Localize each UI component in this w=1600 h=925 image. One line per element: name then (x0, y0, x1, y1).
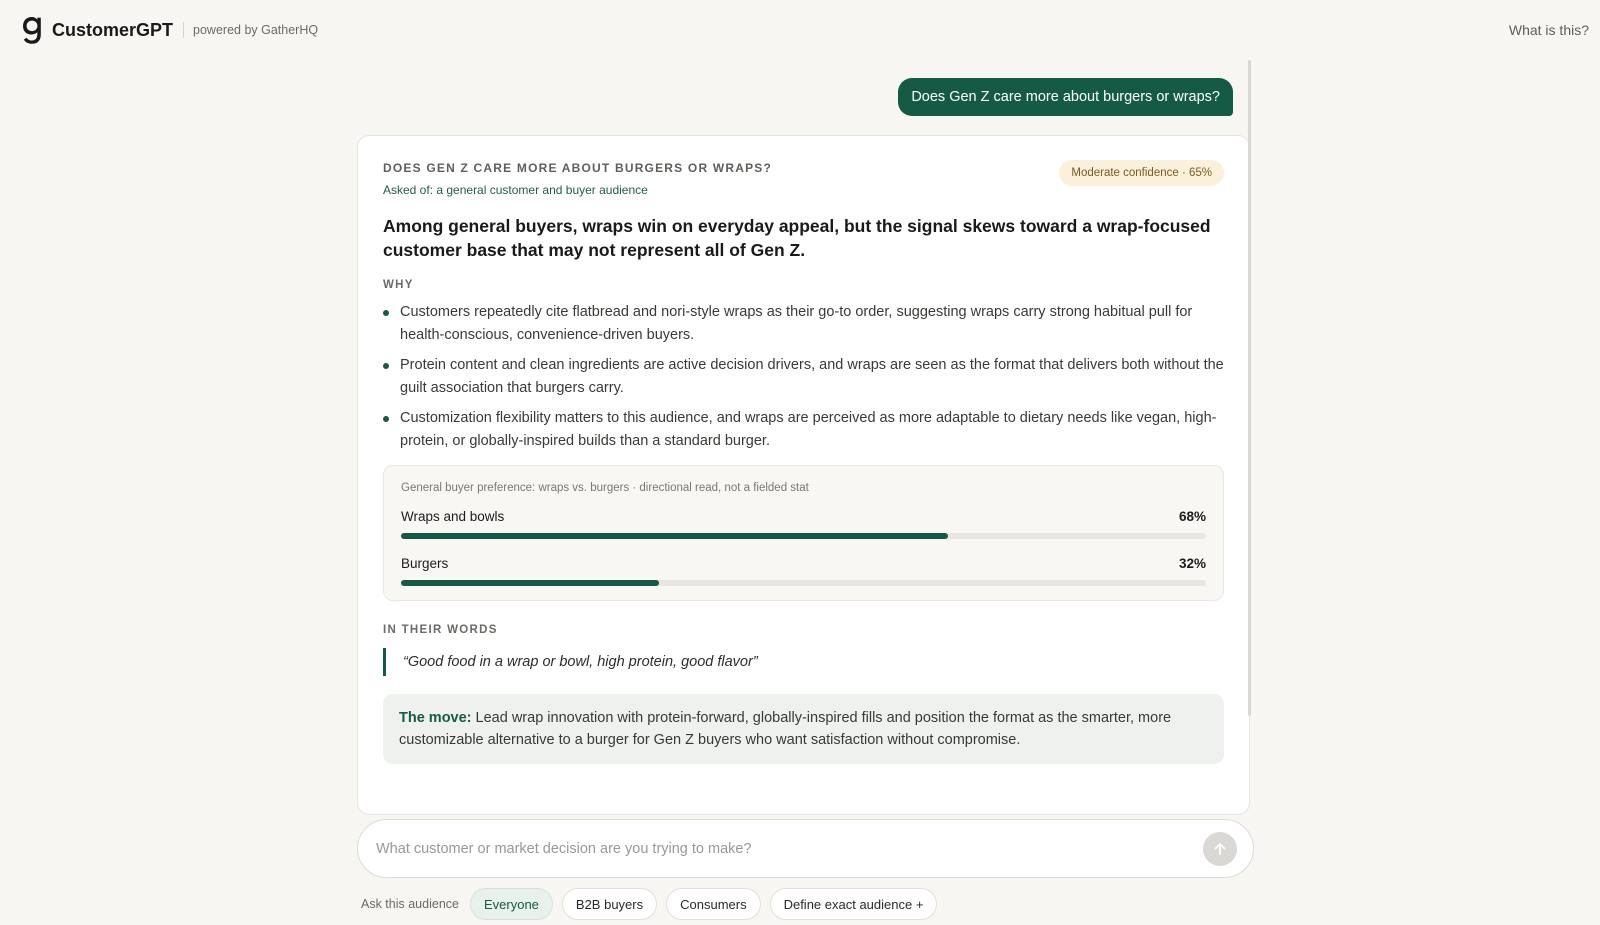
g-logo-icon (21, 15, 43, 45)
the-move-text: Lead wrap innovation with protein-forward, globally-inspired fills and position the format as the smarter, more customizable alternative to a burger for Gen Z buyers who want satisfaction without compromise. (399, 710, 1172, 748)
preference-value: 32% (1178, 556, 1206, 571)
why-item-text: Customization flexibility matters to this audience, and wraps are perceived as more adaptable to dietary needs like vegan, high-protein, or globally-inspired builds than a standard burger. (400, 410, 1217, 449)
preference-label: Wraps and bowls (401, 509, 505, 524)
why-item (383, 354, 1224, 399)
question-input[interactable] (376, 841, 1203, 857)
audience-selector (361, 888, 946, 920)
preference-bar-track (401, 580, 1206, 586)
audience-chip-consumers[interactable]: Consumers (666, 888, 760, 920)
define-audience-button[interactable]: Define exact audience + (770, 888, 938, 920)
audience-chip-b2b-buyers[interactable]: B2B buyers (562, 888, 657, 920)
answer-card (357, 135, 1250, 815)
preference-caption: General buyer preference: wraps vs. burgers · directional read, not a fielded stat (401, 482, 809, 494)
preference-bar-track (401, 533, 1206, 539)
chat-area (357, 60, 1257, 805)
asked-of-text: Asked of: a general customer and buyer audience (383, 183, 648, 197)
why-item (383, 301, 1224, 346)
send-button[interactable] (1203, 832, 1237, 866)
preference-box (383, 465, 1224, 601)
why-item (383, 407, 1224, 452)
bullet-dot-icon (383, 363, 389, 369)
the-move-box (383, 694, 1224, 764)
confidence-badge: Moderate confidence · 65% (1059, 160, 1224, 186)
why-item-text: Customers repeatedly cite flatbread and nori-style wraps as their go-to order, suggesting wraps carry strong habitual pull for health-conscious, convenience-driven buyers. (400, 304, 1193, 343)
arrow-up-icon (1213, 842, 1227, 856)
powered-by-text: powered by GatherHQ (193, 23, 319, 37)
what-is-this-link[interactable]: What is this? (1508, 22, 1589, 38)
top-bar (0, 0, 1600, 60)
bullet-dot-icon (383, 416, 389, 422)
the-move-label: The move: (399, 710, 472, 726)
composer (357, 819, 1254, 878)
customer-quote: “Good food in a wrap or bowl, high protein, good flavor” (383, 648, 1224, 676)
audience-chip-everyone[interactable]: Everyone (470, 888, 553, 920)
answer-card-header (383, 160, 1224, 197)
why-list (383, 301, 1224, 452)
preference-bar-fill (401, 580, 659, 586)
answer-headline: Among general buyers, wraps win on everyday appeal, but the signal skews toward a wrap-focused customer base that may not represent all of Gen Z. (383, 216, 1211, 260)
why-item-text: Protein content and clean ingredients are active decision drivers, and wraps are seen as the format that delivers both without the guilt association that burgers carry. (400, 357, 1224, 396)
preference-row (401, 509, 1206, 539)
brand-name: CustomerGPT (52, 19, 174, 40)
preference-row (401, 556, 1206, 586)
audience-label: Ask this audience (361, 897, 459, 911)
brand-divider (183, 22, 184, 38)
preference-bar-fill (401, 533, 948, 539)
question-title: DOES GEN Z CARE MORE ABOUT BURGERS OR WRAPS? (383, 161, 773, 175)
bullet-dot-icon (383, 310, 389, 316)
preference-value: 68% (1178, 509, 1206, 524)
preference-label: Burgers (401, 556, 449, 571)
why-label: WHY (383, 279, 414, 291)
brand[interactable] (21, 15, 318, 45)
in-their-words-label: IN THEIR WORDS (383, 624, 498, 636)
chat-scrollbar[interactable] (1248, 60, 1251, 716)
user-message-bubble: Does Gen Z care more about burgers or wraps? (898, 78, 1233, 116)
